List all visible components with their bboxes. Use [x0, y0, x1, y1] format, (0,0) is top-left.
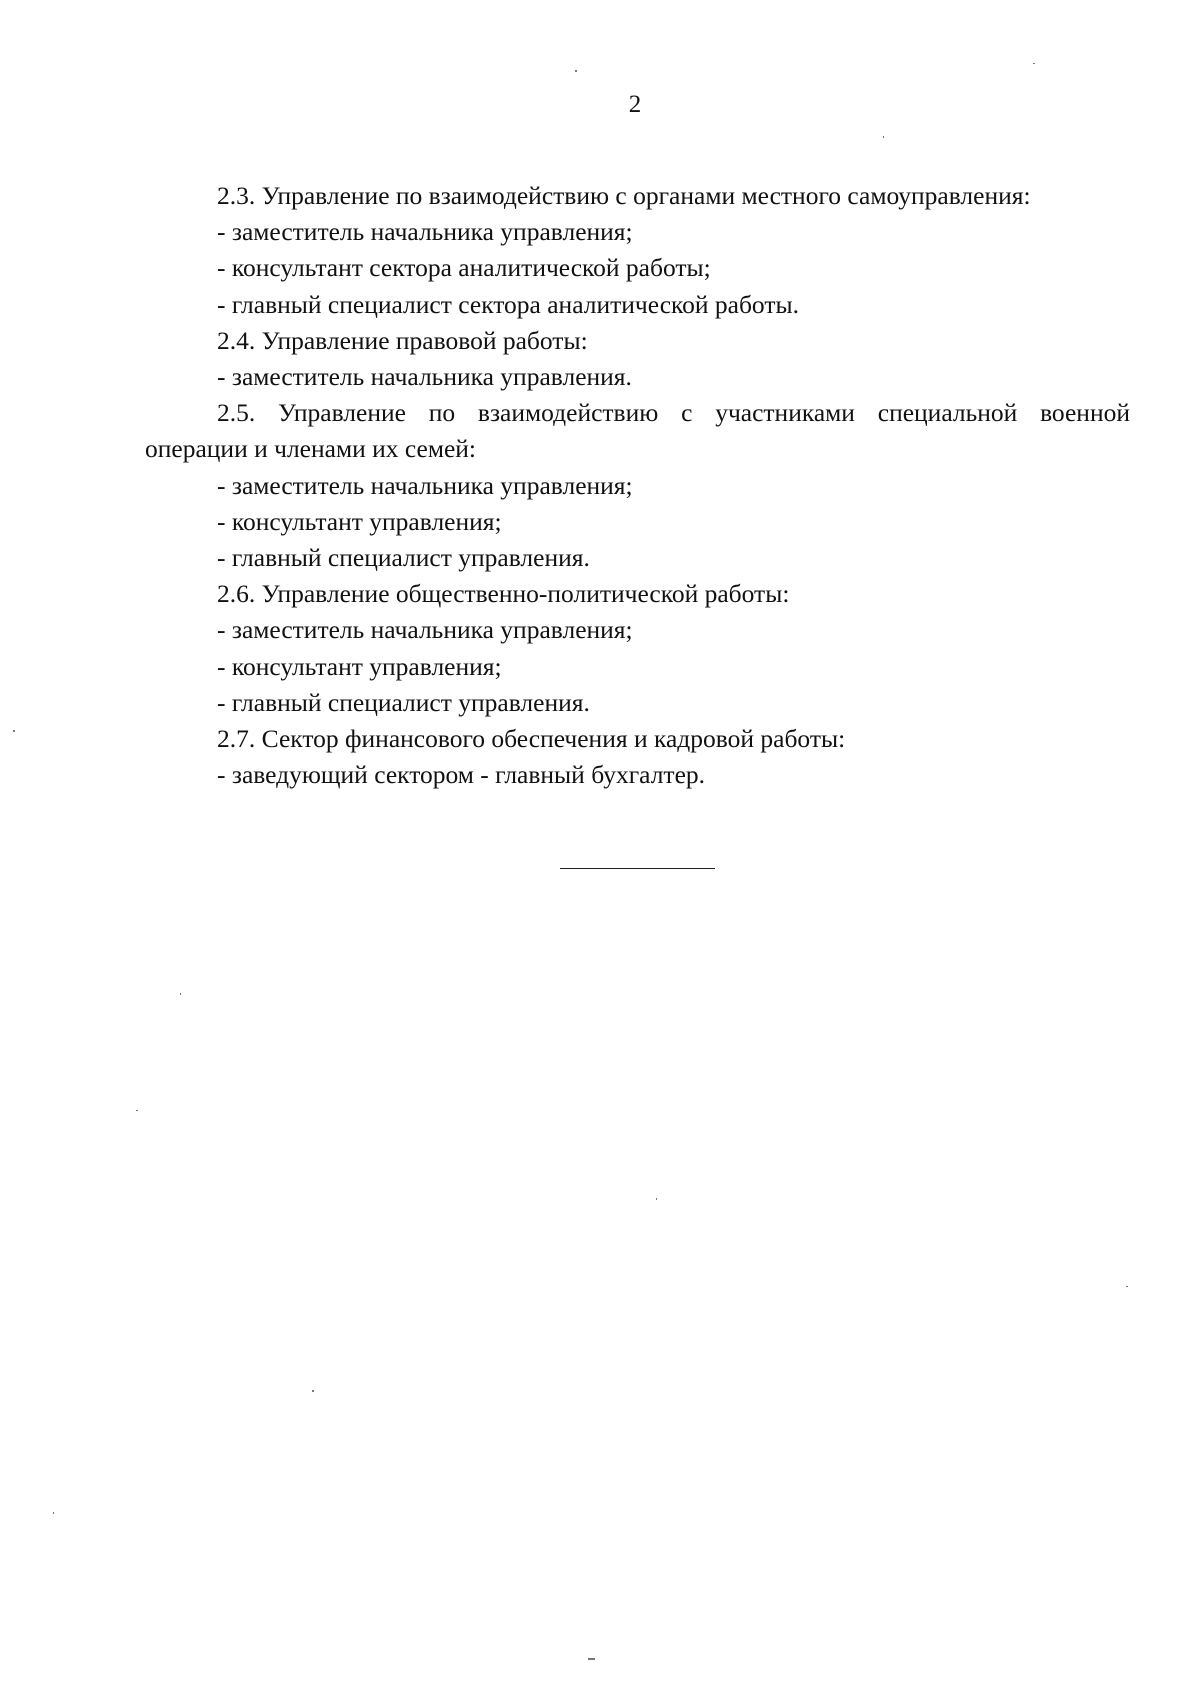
- closing-rule-divider: [560, 868, 715, 869]
- scan-speck: [883, 136, 884, 138]
- document-line: операции и членами их семей:: [145, 434, 477, 464]
- document-line: - заведующий сектором - главный бухгалтер.: [217, 760, 706, 790]
- scan-speck: [13, 730, 15, 732]
- document-body: [145, 178, 1130, 793]
- document-line: - консультант управления;: [217, 506, 502, 536]
- scan-speck: [136, 1110, 138, 1111]
- page-number: 2: [628, 91, 642, 118]
- scan-speck: [1126, 1286, 1128, 1287]
- document-line: 2.4. Управление правовой работы:: [217, 325, 588, 355]
- document-line: - консультант сектора аналитической работы;: [217, 253, 711, 283]
- scan-speck: [1033, 63, 1035, 64]
- scan-speck: [575, 70, 577, 72]
- document-line: - главный специалист сектора аналитической работы.: [217, 289, 799, 319]
- document-line: - заместитель начальника управления;: [217, 470, 633, 500]
- document-line: - главный специалист управления.: [217, 687, 590, 717]
- scan-speck: [53, 1512, 54, 1514]
- document-line: 2.6. Управление общественно-политической работы:: [217, 579, 790, 609]
- document-line: - главный специалист управления.: [217, 543, 590, 573]
- document-line: - консультант управления;: [217, 651, 502, 681]
- document-line: - заместитель начальника управления;: [217, 615, 633, 645]
- document-line: - заместитель начальника управления.: [217, 362, 632, 392]
- document-line: 2.7. Сектор финансового обеспечения и кадровой работы:: [217, 724, 846, 754]
- document-line: 2.3. Управление по взаимодействию с органами местного самоуправления:: [217, 181, 1031, 210]
- scan-speck: [180, 993, 181, 995]
- document-line: - заместитель начальника управления;: [217, 217, 633, 247]
- scan-speck: [656, 1198, 657, 1200]
- document-line: 2.5. Управление по взаимодействию с участниками специальной военной: [217, 398, 1130, 428]
- scan-speck: [312, 1390, 314, 1392]
- scan-speck: [588, 1658, 595, 1660]
